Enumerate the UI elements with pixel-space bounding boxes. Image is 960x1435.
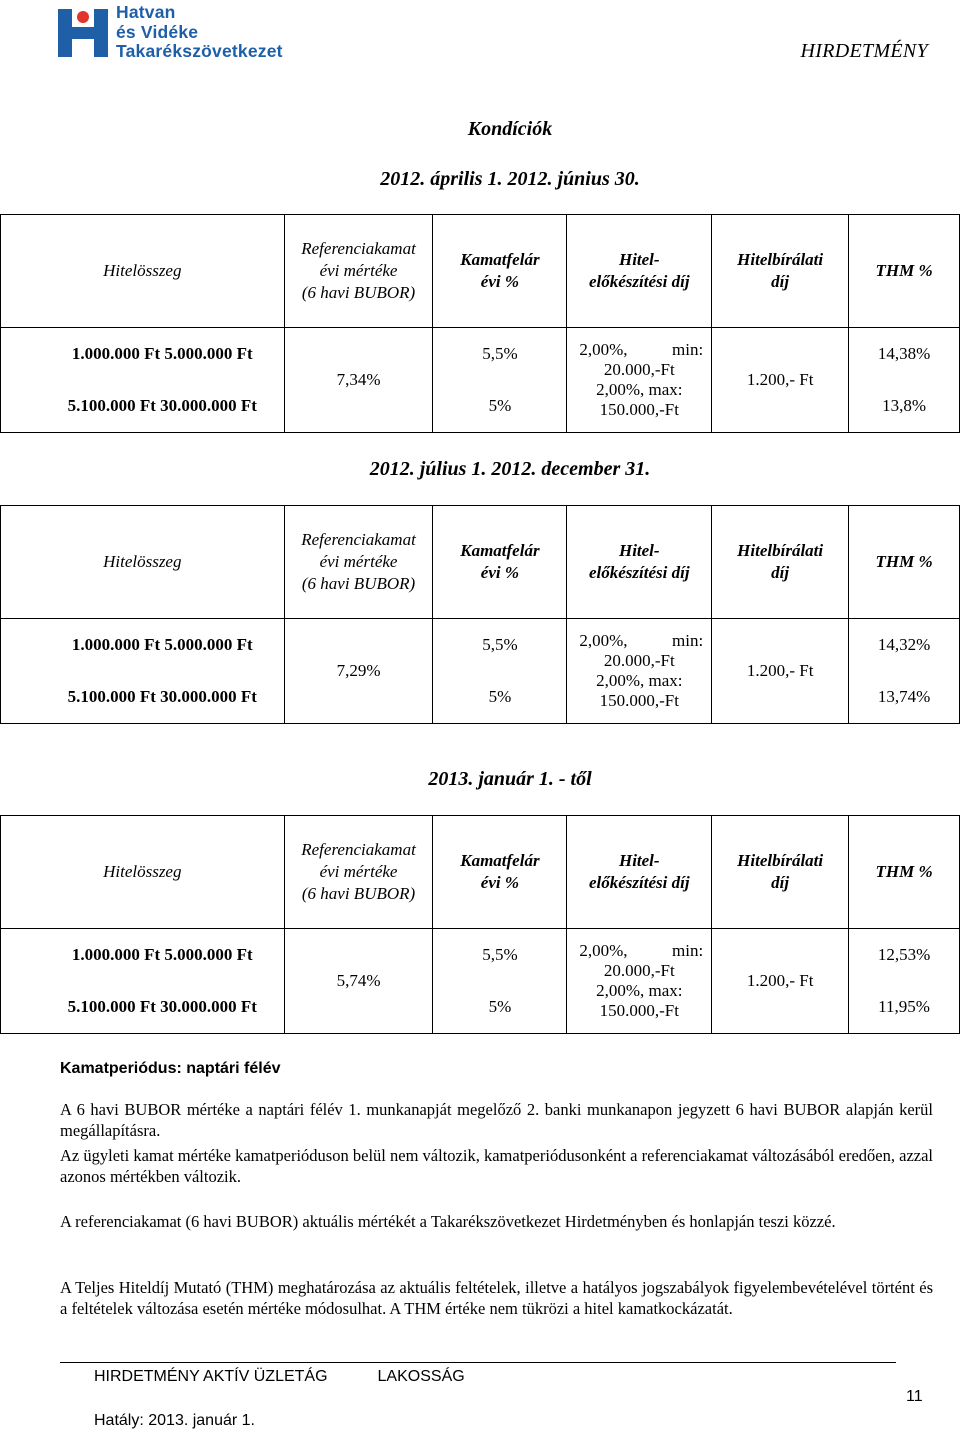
bank-name-line-3: Takarékszövetkezet <box>116 41 283 61</box>
cell-amount: 1.000.000 Ft 5.000.000 Ft 5.100.000 Ft 30.000.000 Ft <box>1 619 285 724</box>
document-type: HIRDETMÉNY <box>800 40 928 62</box>
cell-amount: 1.000.000 Ft 5.000.000 Ft 5.100.000 Ft 30.000.000 Ft <box>1 929 285 1034</box>
cell-eval-fee: 1.200,- Ft <box>712 929 849 1034</box>
cell-prep-fee: 2,00%, min: 20.000,-Ft 2,00%, max: 150.000,-Ft <box>567 929 712 1034</box>
col-header-prep-fee: Hitel- előkészítési díj <box>567 816 712 929</box>
period-1-label: 2012. április 1. 2012. június 30. <box>380 168 640 190</box>
page-number: 11 <box>906 1388 923 1405</box>
conditions-table-1 <box>0 214 960 433</box>
col-header-thm: THM % <box>849 215 960 328</box>
cell-prep-fee: 2,00%, min: 20.000,-Ft 2,00%, max: 150.000,-Ft <box>567 619 712 724</box>
cell-ref-rate: 7,34% <box>284 328 433 433</box>
cell-thm: 14,38% 13,8% <box>849 328 960 433</box>
col-header-amount: Hitelösszeg <box>1 215 285 328</box>
table-row <box>1 929 960 1034</box>
col-header-amount: Hitelösszeg <box>1 506 285 619</box>
cell-margin: 5,5% 5% <box>433 929 567 1034</box>
col-header-eval-fee: Hitelbírálati díj <box>712 816 849 929</box>
bank-name-line-1: Hatvan <box>116 2 176 22</box>
table-row <box>1 619 960 724</box>
cell-thm: 12,53% 11,95% <box>849 929 960 1034</box>
footer-title <box>94 1368 465 1386</box>
col-header-thm: THM % <box>849 506 960 619</box>
cell-amount: 1.000.000 Ft 5.000.000 Ft 5.100.000 Ft 30.000.000 Ft <box>1 328 285 433</box>
col-header-ref-rate: Referenciakamat évi mértéke (6 havi BUBOR) <box>284 506 433 619</box>
col-header-eval-fee: Hitelbírálati díj <box>712 215 849 328</box>
paragraph-bubor: A 6 havi BUBOR mértéke a naptári félév 1. munkanapját megelőző 2. banki munkanapon jegyzett 6 havi BUBOR alapján kerül megállapításra. <box>60 1100 933 1140</box>
col-header-eval-fee: Hitelbírálati díj <box>712 506 849 619</box>
col-header-ref-rate: Referenciakamat évi mértéke (6 havi BUBOR) <box>284 215 433 328</box>
cell-ref-rate: 7,29% <box>284 619 433 724</box>
bank-name <box>116 3 283 62</box>
period-2-label: 2012. július 1. 2012. december 31. <box>369 458 651 480</box>
table-header-row <box>1 506 960 619</box>
table-header-row <box>1 816 960 929</box>
cell-eval-fee: 1.200,- Ft <box>712 328 849 433</box>
cell-margin: 5,5% 5% <box>433 619 567 724</box>
footer-effective-date: Hatály: 2013. január 1. <box>94 1412 255 1429</box>
col-header-margin: Kamatfelár évi % <box>433 215 567 328</box>
col-header-margin: Kamatfelár évi % <box>433 506 567 619</box>
bank-logo <box>56 3 316 63</box>
conditions-table-2 <box>0 505 960 724</box>
paragraph-rate-change: Az ügyleti kamat mértéke kamatperióduson belül nem változik, kamatperiódusonként a referenciakamat változásából eredően, azzal azonos mértékben változik. <box>60 1146 933 1186</box>
col-header-prep-fee: Hitel- előkészítési díj <box>567 506 712 619</box>
paragraph-publication: A referenciakamat (6 havi BUBOR) aktuális mértékét a Takarékszövetkezet Hirdetményben és honlapján teszi közzé. <box>60 1212 836 1231</box>
footer-title-segment: LAKOSSÁG <box>377 1368 465 1385</box>
col-header-prep-fee: Hitel- előkészítési díj <box>567 215 712 328</box>
table-header-row <box>1 215 960 328</box>
cell-thm: 14,32% 13,74% <box>849 619 960 724</box>
page-title: Kondíciók <box>467 118 553 140</box>
footer-divider <box>60 1362 896 1363</box>
paragraph-thm: A Teljes Hiteldíj Mutató (THM) meghatározása az aktuális feltételek, illetve a hatályos jogszabályok figyelembevételével történt és a feltételek változása esetén mértéke módosulhat. A THM értéke nem tükrözi a hitel kamatkockázatát. <box>60 1278 933 1318</box>
col-header-thm: THM % <box>849 816 960 929</box>
footer-title-main: HIRDETMÉNY AKTÍV ÜZLETÁG <box>94 1368 328 1385</box>
col-header-margin: Kamatfelár évi % <box>433 816 567 929</box>
bank-name-line-2: és Vidéke <box>116 21 199 42</box>
conditions-table-3 <box>0 815 960 1034</box>
col-header-ref-rate: Referenciakamat évi mértéke (6 havi BUBOR) <box>284 816 433 929</box>
cell-eval-fee: 1.200,- Ft <box>712 619 849 724</box>
table-row <box>1 328 960 433</box>
bank-logo-mark-icon <box>56 3 110 61</box>
period-3-label: 2013. január 1. - től <box>428 768 592 790</box>
col-header-amount: Hitelösszeg <box>1 816 285 929</box>
cell-ref-rate: 5,74% <box>284 929 433 1034</box>
interest-period-label: Kamatperiódus: naptári félév <box>60 1060 281 1077</box>
cell-margin: 5,5% 5% <box>433 328 567 433</box>
cell-prep-fee: 2,00%, min: 20.000,-Ft 2,00%, max: 150.000,-Ft <box>567 328 712 433</box>
